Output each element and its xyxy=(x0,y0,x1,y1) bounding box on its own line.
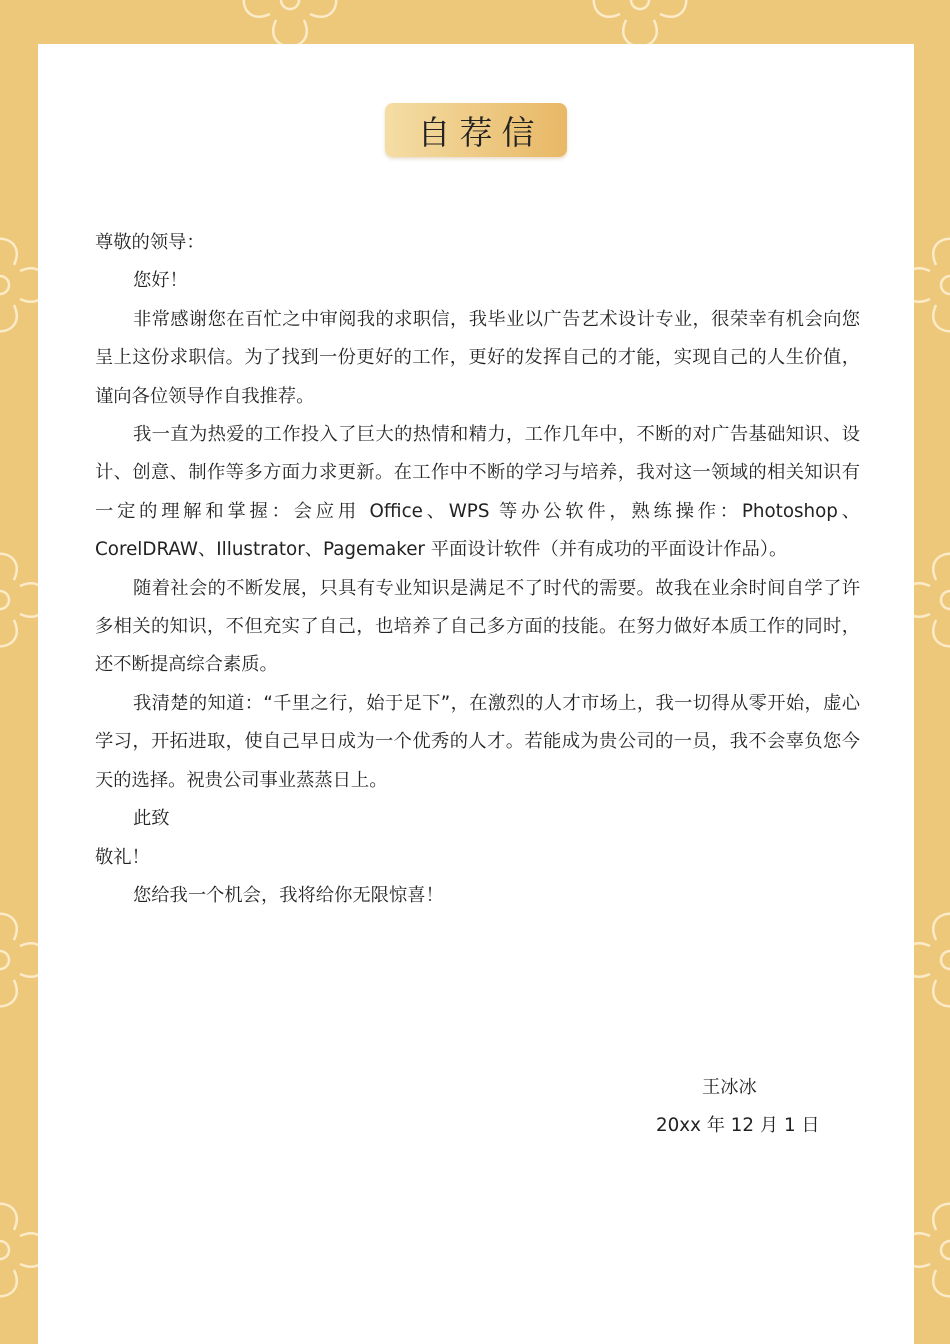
closing-jingli: 敬礼！ xyxy=(95,846,150,868)
paragraph-intro: 非常感谢您在百忙之中审阅我的求职信，我毕业以广告艺术设计专业，很荣幸有机会向您呈上这份求职信。为了找到一份更好的工作，更好的发挥自己的才能，实现自己的人生价值，谨向各位领导作自我推荐。 xyxy=(95,308,860,407)
closing-cizhi: 此致 xyxy=(133,808,170,830)
postscript: 您给我一个机会，我将给你无限惊喜！ xyxy=(133,884,444,906)
signature-name: 王冰冰 xyxy=(702,1077,757,1098)
letter-body xyxy=(95,224,860,915)
paragraph-skills: 我一直为热爱的工作投入了巨大的热情和精力，工作几年中，不断的对广告基础知识、设计、创意、制作等多方面力求更新。在工作中不断的学习与培养，我对这一领域的相关知识有一定的理解和掌握：会应用 Office、WPS 等办公软件，熟练操作：Photoshop、CorelDRAW、Illustrator、Pagemaker 平面设计软件（并有成功的平面设计作品）。 xyxy=(95,424,860,561)
letter-title: 自荐信 xyxy=(385,103,567,157)
paragraph-growth: 随着社会的不断发展，只具有专业知识是满足不了时代的需要。故我在业余时间自学了许多相关的知识，不但充实了自己，也培养了自己多方面的技能。在努力做好本质工作的同时，还不断提高综合素质。 xyxy=(95,577,860,676)
signature-date: 20xx 年 12 月 1 日 xyxy=(656,1115,820,1136)
salutation: 尊敬的领导： xyxy=(95,232,205,253)
greeting: 您好！ xyxy=(133,270,188,292)
paragraph-conclusion: 我清楚的知道：“千里之行，始于足下”，在激烈的人才市场上，我一切得从零开始，虚心学习，开拓进取，使自己早日成为一个优秀的人才。若能成为贵公司的一员，我不会辜负您今天的选择。祝贵公司事业蒸蒸日上。 xyxy=(95,692,860,791)
